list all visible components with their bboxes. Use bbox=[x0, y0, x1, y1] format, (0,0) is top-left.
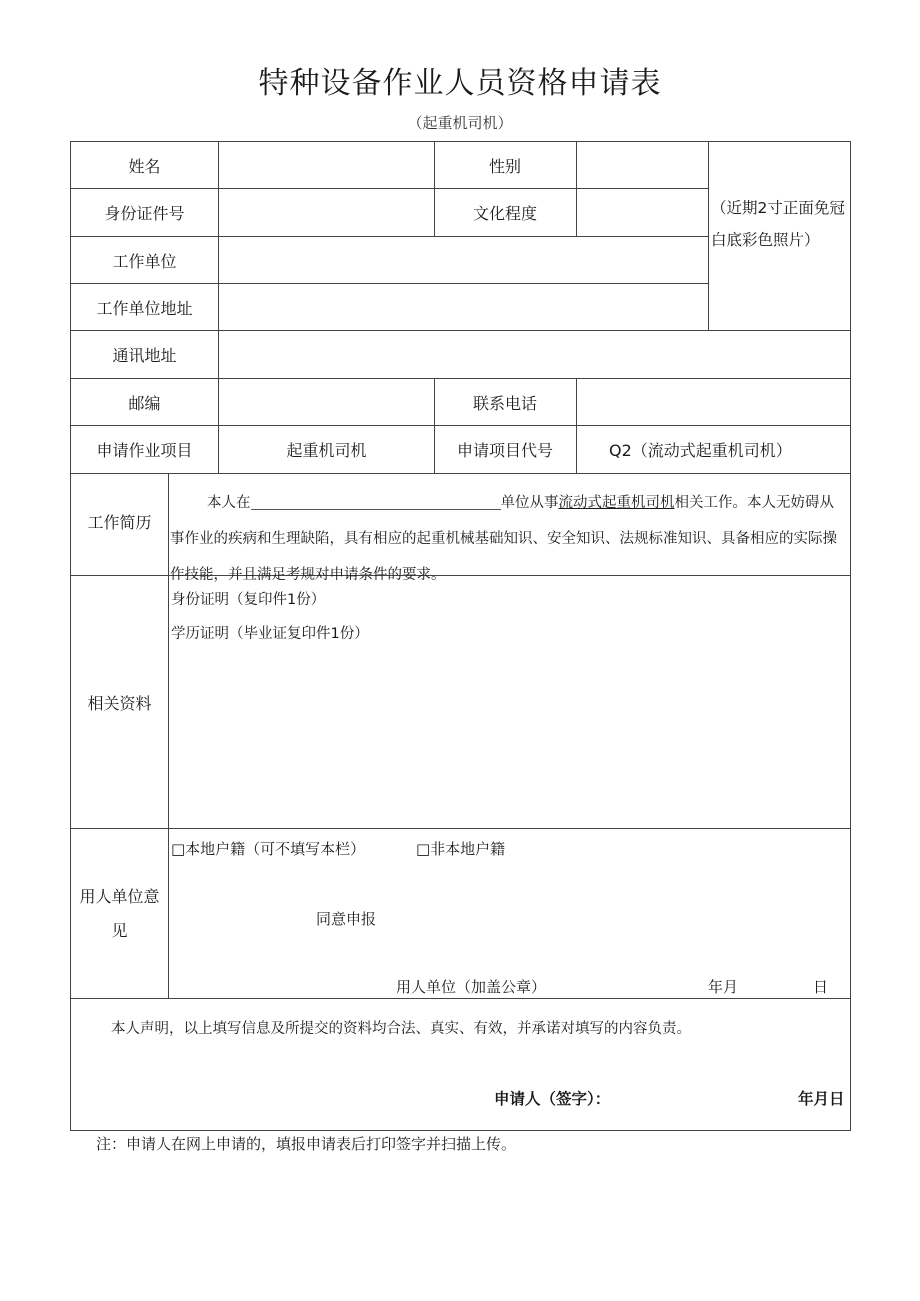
postcode-field[interactable] bbox=[219, 379, 434, 425]
label-education: 文化程度 bbox=[472, 204, 537, 223]
resume-rest: 相关工作。本人无妨碍从事作业的疾病和生理缺陷，具有相应的起重机械基础知识、安全知识、法规标准知识、具备相应的实际操作技能，并且满足考规对申请条件的要求。 bbox=[170, 495, 837, 583]
applicant-sign-label[interactable]: 申请人（签字）： bbox=[494, 1090, 611, 1108]
label-mail-address: 通讯地址 bbox=[112, 346, 177, 365]
label-id-no: 身份证件号 bbox=[104, 204, 185, 223]
mail-address-field[interactable] bbox=[219, 331, 850, 378]
label-phone: 联系电话 bbox=[472, 393, 537, 413]
employer-seal-label: 用人单位（加盖公章） bbox=[396, 978, 547, 996]
work-unit-field[interactable] bbox=[219, 237, 708, 283]
label-postcode: 邮编 bbox=[128, 393, 161, 413]
label-name: 姓名 bbox=[128, 156, 161, 176]
page-title: 特种设备作业人员资格申请表 bbox=[258, 66, 662, 101]
applicant-date: 年月日 bbox=[798, 1090, 845, 1108]
name-field[interactable] bbox=[219, 142, 434, 188]
label-resume: 工作简历 bbox=[87, 513, 152, 532]
employer-year-month: 年月 bbox=[708, 978, 739, 996]
phone-field[interactable] bbox=[577, 379, 850, 425]
material-item: 学历证明（毕业证复印件1份） bbox=[171, 626, 369, 642]
resume-mid: 单位从事 bbox=[500, 495, 559, 511]
gender-field[interactable] bbox=[577, 142, 708, 188]
label-apply-item: 申请作业项目 bbox=[96, 441, 193, 460]
resume-text bbox=[170, 485, 848, 593]
id-no-field[interactable] bbox=[219, 189, 434, 236]
label-work-unit-address: 工作单位地址 bbox=[96, 298, 193, 318]
label-item-code: 申请项目代号 bbox=[456, 441, 553, 460]
option-local-checkbox[interactable]: □本地户籍（可不填写本栏） bbox=[171, 840, 366, 858]
resume-prefix: 本人在 bbox=[207, 495, 251, 511]
agree-text: 同意申报 bbox=[316, 910, 377, 928]
label-materials: 相关资料 bbox=[87, 693, 152, 713]
employer-day: 日 bbox=[813, 978, 829, 996]
application-form bbox=[70, 141, 851, 1131]
option-nonlocal-checkbox[interactable]: □非本地户籍 bbox=[416, 840, 506, 858]
apply-item-value: 起重机司机 bbox=[286, 441, 367, 460]
declaration-text: 本人声明，以上填写信息及所提交的资料均合法、真实、有效，并承诺对填写的内容负责。 bbox=[111, 1021, 691, 1037]
label-gender: 性别 bbox=[488, 156, 521, 176]
resume-job: 流动式起重机司机 bbox=[558, 495, 675, 511]
footnote: 注：申请人在网上申请的，填报申请表后打印签字并扫描上传。 bbox=[96, 1135, 517, 1153]
photo-note: （近期2寸正面免冠白底彩色照片） bbox=[711, 199, 845, 249]
photo-box[interactable] bbox=[709, 142, 850, 330]
page-subtitle: （起重机司机） bbox=[407, 114, 513, 132]
resume-unit-blank[interactable] bbox=[251, 493, 501, 510]
item-code-value: Q2（流动式起重机司机） bbox=[609, 441, 792, 460]
label-work-unit: 工作单位 bbox=[112, 251, 177, 271]
material-item: 身份证明（复印件1份） bbox=[171, 592, 326, 608]
education-field[interactable] bbox=[577, 189, 708, 236]
label-employer-opinion: 用人单位意见 bbox=[79, 886, 160, 940]
work-unit-address-field[interactable] bbox=[219, 284, 708, 330]
